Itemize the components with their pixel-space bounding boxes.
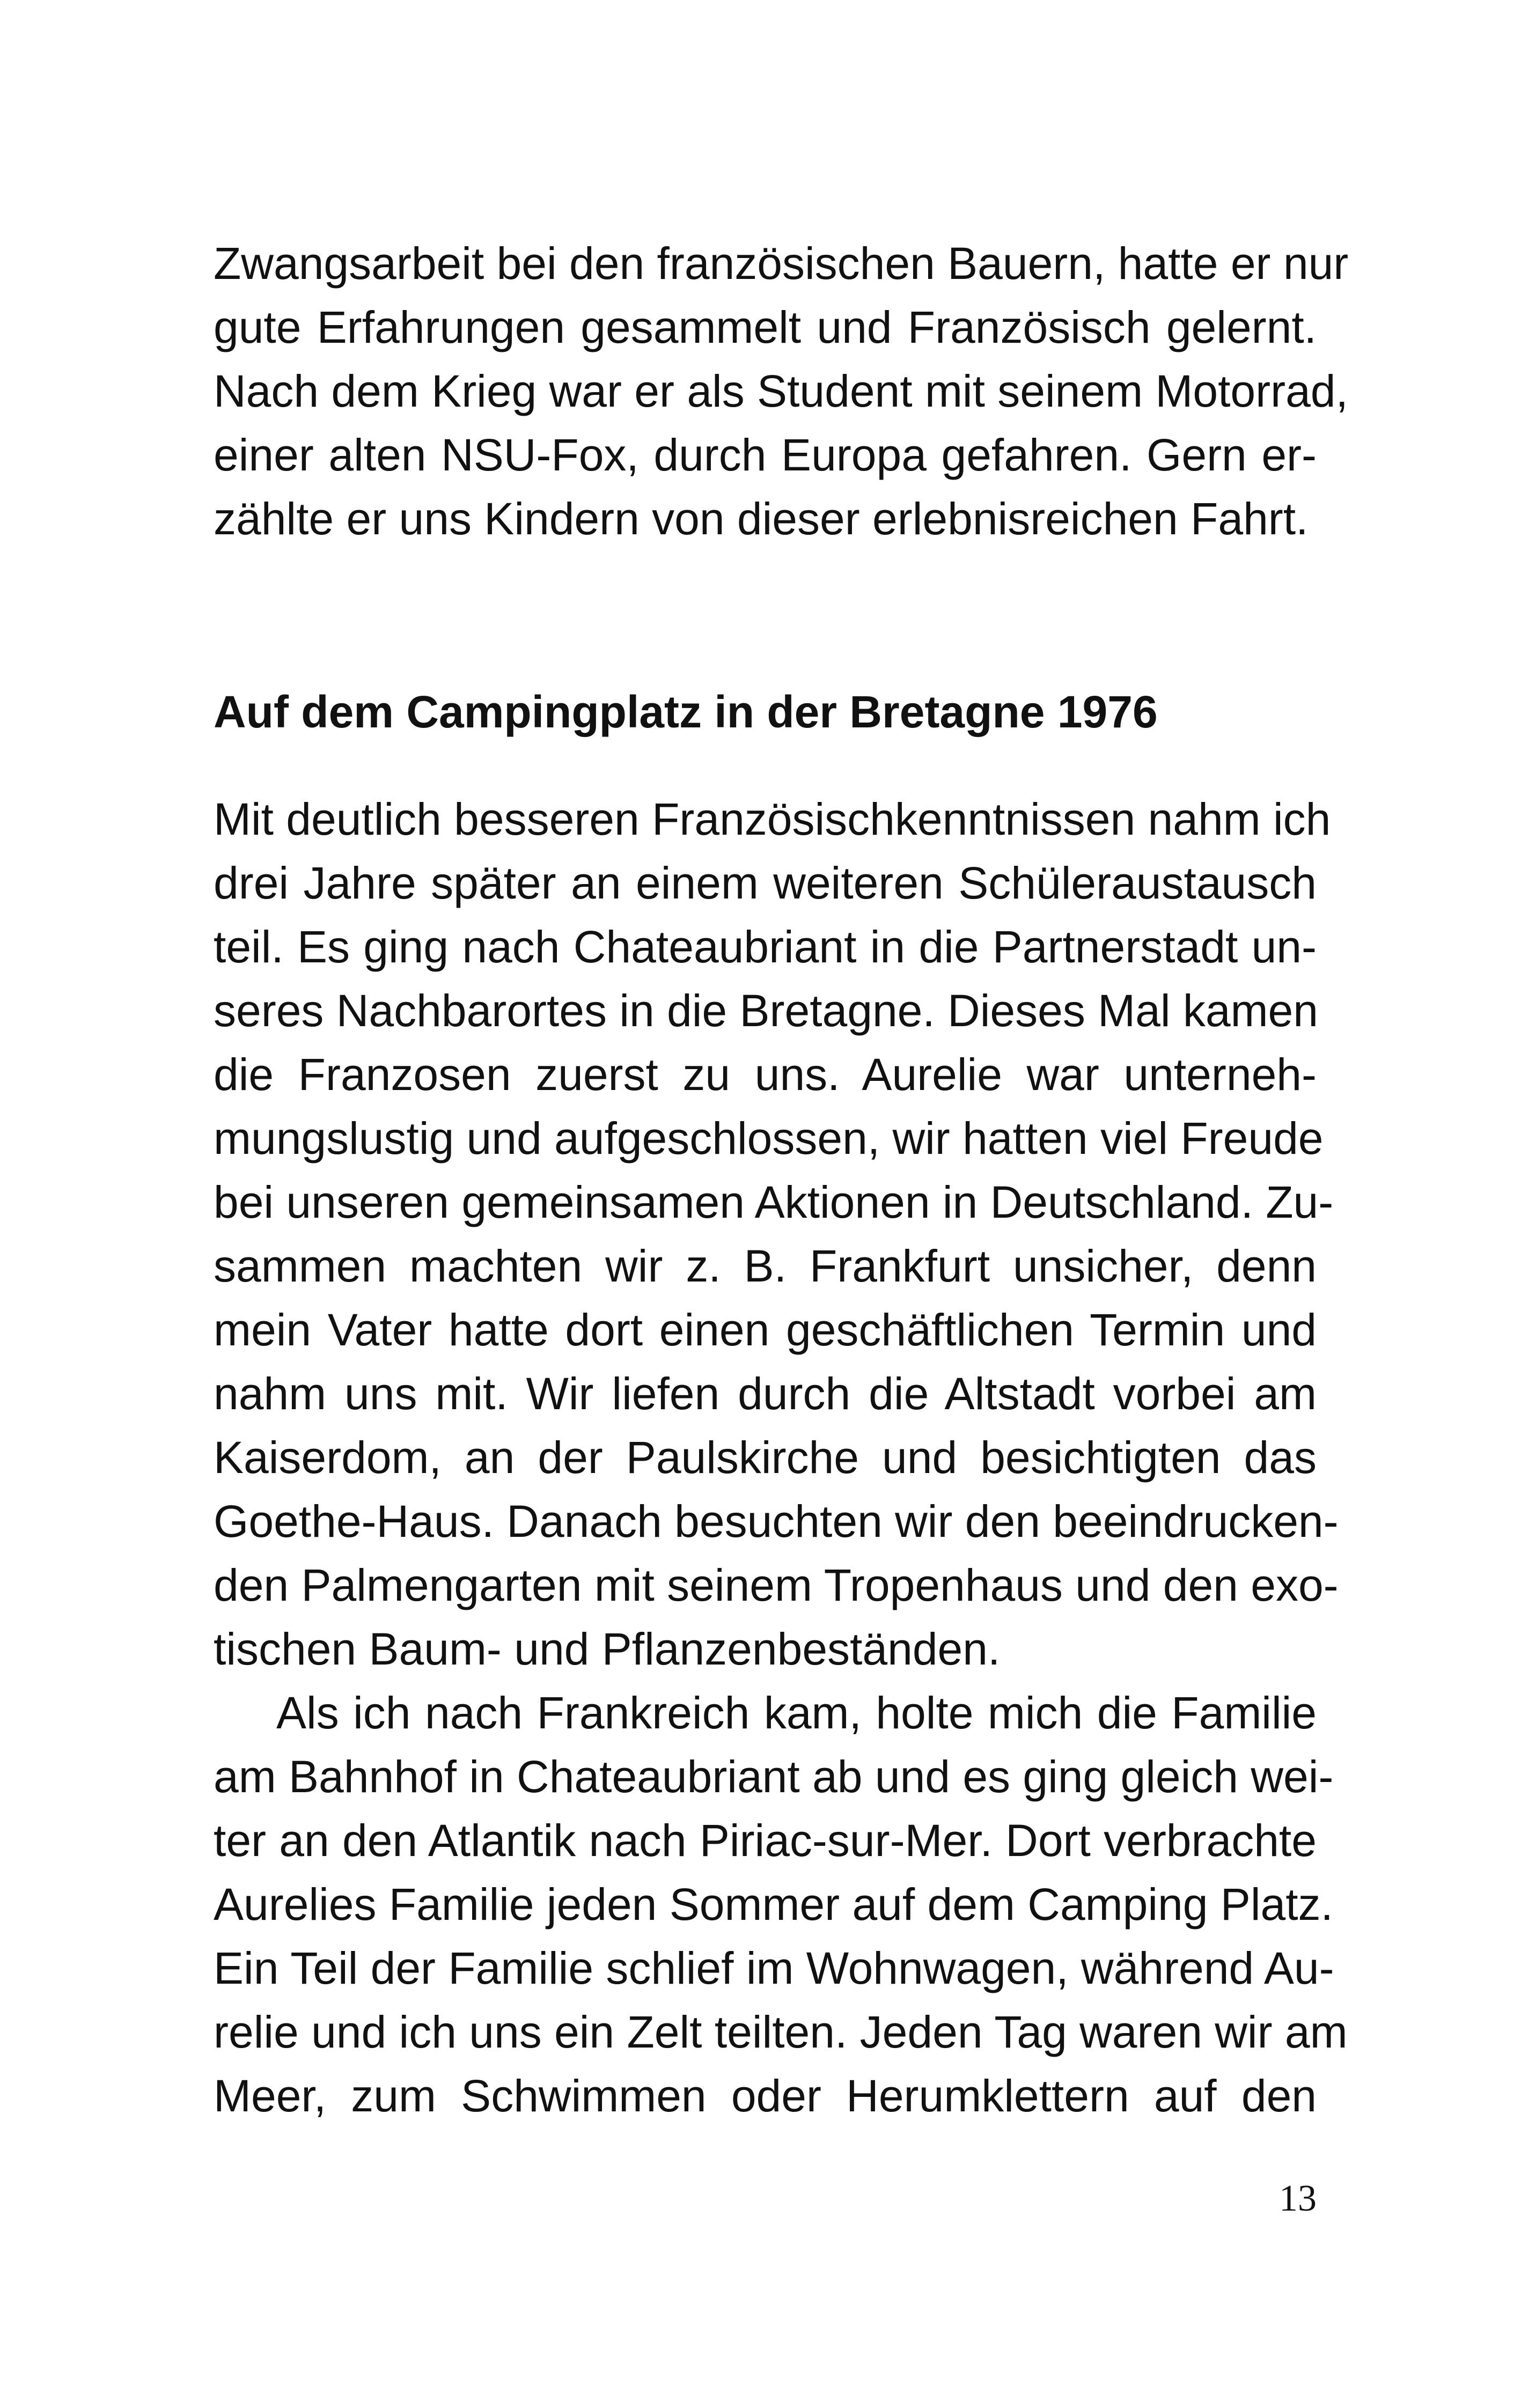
text-line: am Bahnhof in Chateaubriant ab und es ging gleich wei- — [214, 1751, 1334, 1802]
paragraph-1 — [214, 787, 1339, 1681]
text-line: sammen machten wir z. B. Frankfurt unsicher, denn — [214, 1241, 1317, 1291]
text-line: zählte er uns Kindern von dieser erlebnisreichen Fahrt. — [214, 494, 1309, 544]
text-line: relie und ich uns ein Zelt teilten. Jeden Tag waren wir am — [214, 2007, 1348, 2057]
text-line: einer alten NSU-Fox, durch Europa gefahren. Gern er- — [214, 430, 1317, 480]
text-line: Goethe-Haus. Danach besuchten wir den beeindrucken- — [214, 1496, 1339, 1547]
text-line: Meer, zum Schwimmen oder Herumklettern auf den — [214, 2071, 1317, 2121]
text-line: bei unseren gemeinsamen Aktionen in Deutschland. Zu- — [214, 1177, 1334, 1227]
text-line: teil. Es ging nach Chateaubriant in die Partnerstadt un- — [214, 922, 1317, 972]
text-line: drei Jahre später an einem weiteren Schüleraustausch — [214, 858, 1317, 908]
section-heading: Auf dem Campingplatz in der Bretagne 1976 — [214, 687, 1158, 737]
text-line: seres Nachbarortes in die Bretagne. Dieses Mal kamen — [214, 985, 1318, 1036]
text-line: Zwangsarbeit bei den französischen Bauern, hatte er nur — [214, 238, 1349, 289]
page-number: 13 — [1279, 2178, 1317, 2219]
text-line: mein Vater hatte dort einen geschäftlichen Termin und — [214, 1305, 1317, 1355]
intro-paragraph — [214, 232, 1349, 551]
text-line: Kaiserdom, an der Paulskirche und besichtigten das — [214, 1432, 1317, 1483]
paragraph-2 — [214, 1681, 1348, 2128]
text-line: Als ich nach Frankreich kam, holte mich die Familie — [276, 1688, 1317, 1738]
section-body — [214, 787, 1348, 2128]
text-line: mungslustig und aufgeschlossen, wir hatten viel Freude — [214, 1113, 1324, 1164]
text-line: tischen Baum- und Pflanzenbeständen. — [214, 1624, 1001, 1674]
text-line: Aurelies Familie jeden Sommer auf dem Camping Platz. — [214, 1879, 1333, 1930]
text-line: den Palmengarten mit seinem Tropenhaus und den exo- — [214, 1560, 1339, 1610]
text-line: Ein Teil der Familie schlief im Wohnwagen, während Au- — [214, 1943, 1334, 1993]
text-line: die Franzosen zuerst zu uns. Aurelie war unterneh- — [214, 1049, 1317, 1100]
text-line: ter an den Atlantik nach Piriac-sur-Mer. Dort verbrachte — [214, 1815, 1317, 1866]
text-line: gute Erfahrungen gesammelt und Französisch gelernt. — [214, 302, 1317, 352]
text-line: Mit deutlich besseren Französischkenntnissen nahm ich — [214, 794, 1331, 844]
text-line: Nach dem Krieg war er als Student mit seinem Motorrad, — [214, 366, 1348, 416]
text-line: nahm uns mit. Wir liefen durch die Altstadt vorbei am — [214, 1368, 1317, 1419]
